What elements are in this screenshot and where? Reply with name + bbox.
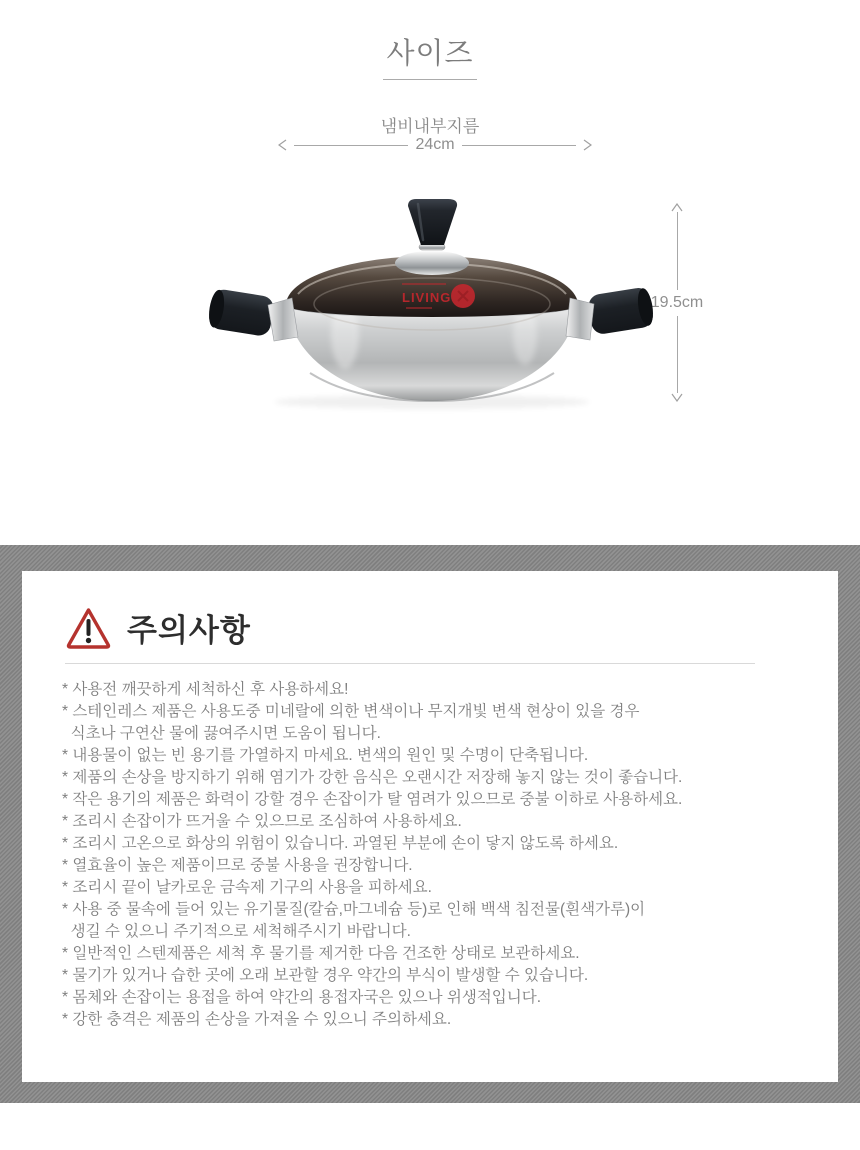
lid-knob bbox=[408, 199, 457, 245]
caution-heading bbox=[65, 605, 838, 650]
caution-line: * 일반적인 스텐제품은 세척 후 물기를 제거한 다음 건조한 상태로 보관하세요. bbox=[62, 945, 580, 962]
caution-line: * 사용 중 물속에 들어 있는 유기물질(칼슘,마그네슘 등)로 인해 백색 침전물(흰색가루)이 bbox=[62, 901, 646, 918]
stainless-pot-image bbox=[180, 195, 680, 415]
caution-line: * 물기가 있거나 습한 곳에 오래 보관할 경우 약간의 부식이 발생할 수 있습니다. bbox=[62, 967, 589, 984]
horizontal-dimension-arrow bbox=[278, 137, 592, 153]
caution-line: * 작은 용기의 제품은 화력이 강할 경우 손잡이가 탈 염려가 있으므로 중불 이하로 사용하세요. bbox=[62, 791, 683, 808]
caution-line: * 스테인레스 제품은 사용도중 미네랄에 의한 변색이나 무지개빛 변색 현상이 있을 경우 bbox=[62, 703, 640, 720]
caution-line: * 열효율이 높은 제품이므로 중불 사용을 권장합니다. bbox=[62, 857, 413, 874]
arrow-left-icon bbox=[278, 139, 287, 151]
warning-triangle-icon bbox=[65, 606, 112, 649]
knob-base bbox=[395, 251, 469, 275]
diameter-value: 24cm bbox=[415, 136, 455, 153]
size-title-wrap bbox=[0, 31, 860, 80]
dimension-line bbox=[462, 145, 576, 146]
caution-line: * 내용물이 없는 빈 용기를 가열하지 마세요. 변색의 원인 및 수명이 단축됩니다. bbox=[62, 747, 589, 764]
caution-line: * 몸체와 손잡이는 용접을 하여 약간의 용접자국은 있으나 위생적입니다. bbox=[62, 989, 542, 1006]
arrow-right-icon bbox=[583, 139, 592, 151]
caution-line: * 강한 충격은 제품의 손상을 가져올 수 있으니 주의하세요. bbox=[62, 1011, 452, 1028]
size-title: 사이즈 bbox=[383, 31, 476, 80]
left-handle bbox=[207, 288, 275, 337]
size-section bbox=[0, 0, 860, 545]
caution-line: * 조리시 끝이 날카로운 금속제 기구의 사용을 피하세요. bbox=[62, 879, 432, 896]
caution-line: 식초나 구연산 물에 끓여주시면 도움이 됩니다. bbox=[62, 725, 381, 742]
caution-line: * 사용전 깨끗하게 세척하신 후 사용하세요! bbox=[62, 681, 349, 698]
diameter-label: 냄비내부지름 bbox=[380, 117, 480, 136]
caution-line: 생길 수 있으니 주기적으로 세척해주시기 바랍니다. bbox=[62, 923, 411, 940]
caution-list bbox=[62, 679, 796, 1031]
right-handle bbox=[587, 286, 655, 335]
caution-line: * 제품의 손상을 방지하기 위해 염기가 강한 음식은 오랜시간 저장해 놓지 않는 것이 좋습니다. bbox=[62, 769, 683, 786]
brand-logo-text: LIVING bbox=[402, 290, 452, 305]
product-photo-pot bbox=[180, 195, 680, 415]
caution-hatched-frame bbox=[0, 545, 860, 1103]
right-handle-bracket bbox=[566, 298, 594, 340]
caution-box bbox=[22, 571, 838, 1082]
caution-line: * 조리시 손잡이가 뜨거울 수 있으므로 조심하여 사용하세요. bbox=[62, 813, 462, 830]
height-value: 19.5cm bbox=[650, 293, 704, 311]
caution-line: * 조리시 고온으로 화상의 위험이 있습니다. 과열된 부분에 손이 닿지 않도록 하세요. bbox=[62, 835, 619, 852]
heading-divider bbox=[65, 663, 755, 664]
dimension-line bbox=[294, 145, 408, 146]
caution-heading-text: 주의사항 bbox=[127, 613, 251, 648]
